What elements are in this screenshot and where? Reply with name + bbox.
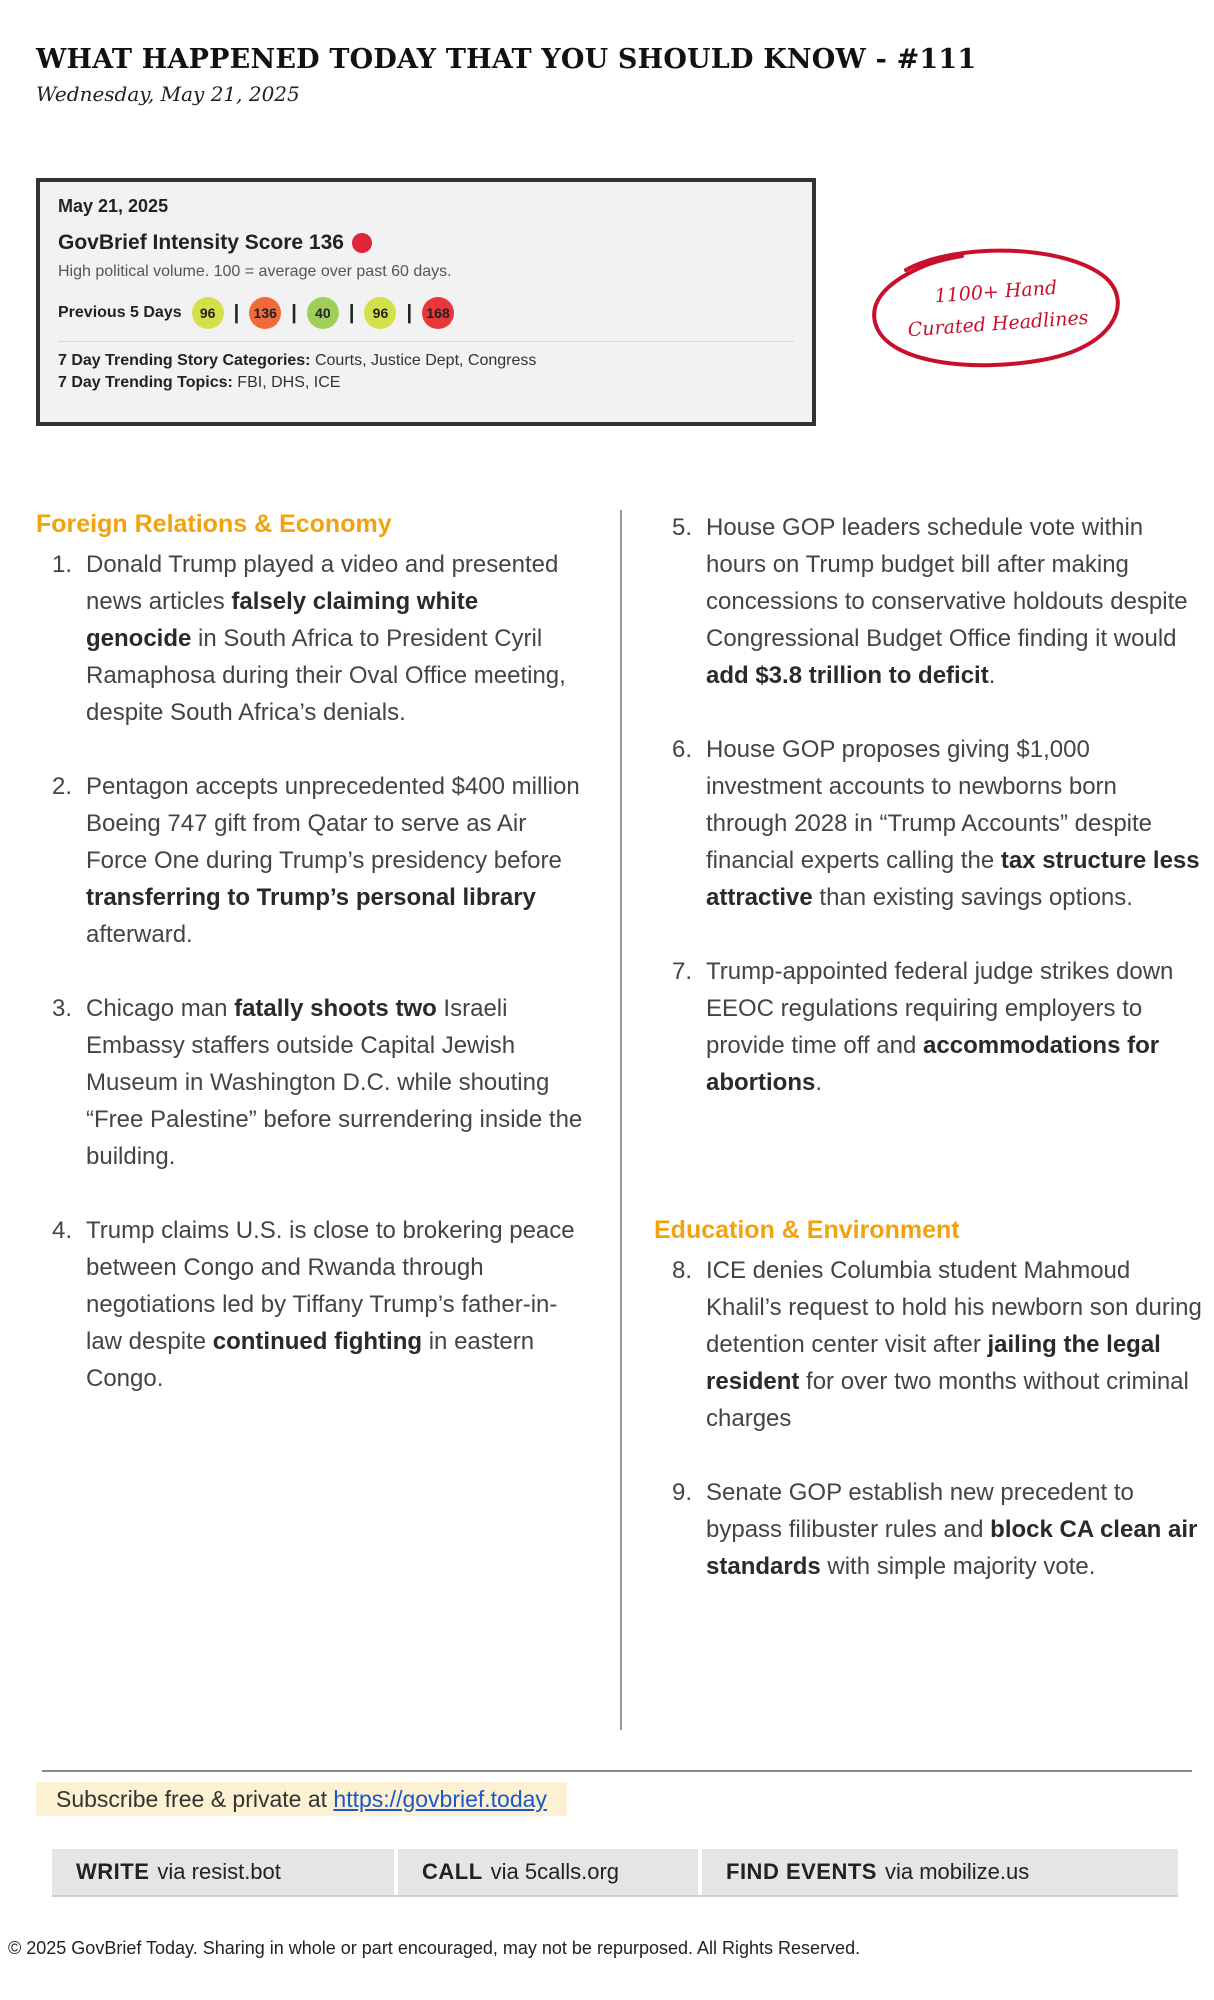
item-number: 2. (51, 773, 72, 800)
action-verb: WRITE (76, 1859, 150, 1884)
item-text: Chicago man fatally shoots two Israeli Embassy staffers outside Capital Jewish Museum in Washington D.C. while shouting “Free Palestine” before surrendering inside the building. (86, 995, 583, 1170)
list-item (36, 546, 586, 731)
previous-days-label: Previous 5 Days (58, 304, 182, 321)
intensity-score-card (36, 178, 816, 426)
copyright-notice: © 2025 GovBrief Today. Sharing in whole or part encouraged, may not be repurposed. All Rights Reserved. (8, 1938, 861, 1958)
item-text: Senate GOP establish new precedent to bypass filibuster rules and block CA clean air standards with simple majority vote. (706, 1479, 1198, 1580)
trending-topics (58, 374, 794, 392)
list-item (36, 990, 586, 1175)
list-item (656, 1474, 1202, 1585)
item-number: 7. (671, 958, 692, 985)
previous-days-row (58, 297, 794, 329)
list-item (36, 768, 586, 953)
action-via: via resist.bot (157, 1859, 281, 1884)
subscribe-link[interactable]: https://govbrief.today (333, 1786, 547, 1812)
hand-curated-line2: Curated Headlines (907, 306, 1090, 342)
page-title: WHAT HAPPENED TODAY THAT YOU SHOULD KNOW - #111 (36, 44, 977, 75)
hand-curated-line1: 1100+ Hand (933, 276, 1058, 308)
trending-categories (58, 352, 794, 370)
previous-day-badge: 96 (192, 297, 224, 329)
score-status-dot-icon (352, 233, 372, 253)
write-action[interactable] (52, 1849, 394, 1895)
intensity-score-label: GovBrief Intensity Score 136 (58, 231, 344, 254)
item-number: 1. (51, 551, 72, 578)
call-action[interactable] (398, 1849, 698, 1895)
item-number: 6. (671, 736, 692, 763)
item-text: Trump-appointed federal judge strikes down EEOC regulations requiring employers to provide time off and accommodations for abortions. (706, 958, 1174, 1096)
score-card-date: May 21, 2025 (58, 196, 169, 216)
news-list-right-bottom (656, 1252, 1202, 1622)
find-events-action[interactable] (702, 1849, 1178, 1895)
page-date: Wednesday, May 21, 2025 (36, 82, 300, 106)
score-note: High political volume. 100 = average over past 60 days. (58, 263, 452, 280)
footer-divider (42, 1770, 1192, 1772)
previous-day-badge: 168 (422, 297, 454, 329)
section-heading-foreign-relations: Foreign Relations & Economy (36, 510, 392, 538)
trending-topics-value: FBI, DHS, ICE (237, 374, 341, 391)
trending-categories-value: Courts, Justice Dept, Congress (314, 352, 537, 369)
item-text: Pentagon accepts unprecedented $400 million Boeing 747 gift from Qatar to serve as Air Force One during Trump’s presidency before transferring to Trump’s personal library afterward. (86, 773, 580, 948)
separator: | (348, 301, 355, 324)
previous-day-badge: 96 (364, 297, 396, 329)
subscribe-banner (36, 1782, 567, 1816)
item-number: 8. (671, 1257, 692, 1284)
item-number: 4. (51, 1217, 72, 1244)
action-via: via mobilize.us (884, 1859, 1030, 1884)
subscribe-text: Subscribe free & private at (56, 1786, 328, 1812)
previous-day-badge: 136 (249, 297, 281, 329)
item-text: ICE denies Columbia student Mahmoud Khalil’s request to hold his newborn son during detention center visit after jailing the legal resident for over two months without criminal charges (706, 1257, 1202, 1432)
list-item (656, 1252, 1202, 1437)
separator: | (406, 301, 413, 324)
item-number: 9. (671, 1479, 692, 1506)
action-bar (52, 1849, 1178, 1897)
previous-day-badge: 40 (307, 297, 339, 329)
list-item (36, 1212, 586, 1397)
item-number: 3. (51, 995, 72, 1022)
item-text: House GOP proposes giving $1,000 investment accounts to newborns born through 2028 in “Trump Accounts” despite financial experts calling the tax structure less attractive than existing savings options. (706, 736, 1200, 911)
score-card-divider (58, 341, 794, 342)
column-divider (620, 510, 622, 1730)
section-heading-education: Education & Environment (654, 1216, 960, 1244)
trending-topics-label: 7 Day Trending Topics: (58, 374, 233, 391)
separator: | (233, 301, 240, 324)
item-text: Donald Trump played a video and presented news articles falsely claiming white genocide in South Africa to President Cyril Ramaphosa during their Oval Office meeting, despite South Africa’s denials. (86, 551, 566, 726)
list-item (656, 731, 1202, 916)
separator: | (291, 301, 297, 324)
action-verb: FIND EVENTS (726, 1859, 877, 1884)
action-via: via 5calls.org (490, 1859, 620, 1884)
item-text: Trump claims U.S. is close to brokering peace between Congo and Rwanda through negotiations led by Tiffany Trump’s father-in-law despite continued fighting in eastern Congo. (86, 1217, 575, 1392)
list-item (656, 509, 1202, 694)
item-number: 5. (671, 514, 692, 541)
item-text: House GOP leaders schedule vote within hours on Trump budget bill after making concessions to conservative holdouts despite Congressional Budget Office finding it would add $3.8 trillion to deficit. (706, 514, 1188, 689)
news-list-left (36, 546, 586, 1434)
list-item (656, 953, 1202, 1101)
action-verb: CALL (422, 1859, 483, 1884)
news-list-right-top (656, 509, 1202, 1138)
hand-curated-badge (866, 240, 1128, 372)
trending-categories-label: 7 Day Trending Story Categories: (58, 352, 311, 369)
intensity-score (58, 231, 794, 255)
